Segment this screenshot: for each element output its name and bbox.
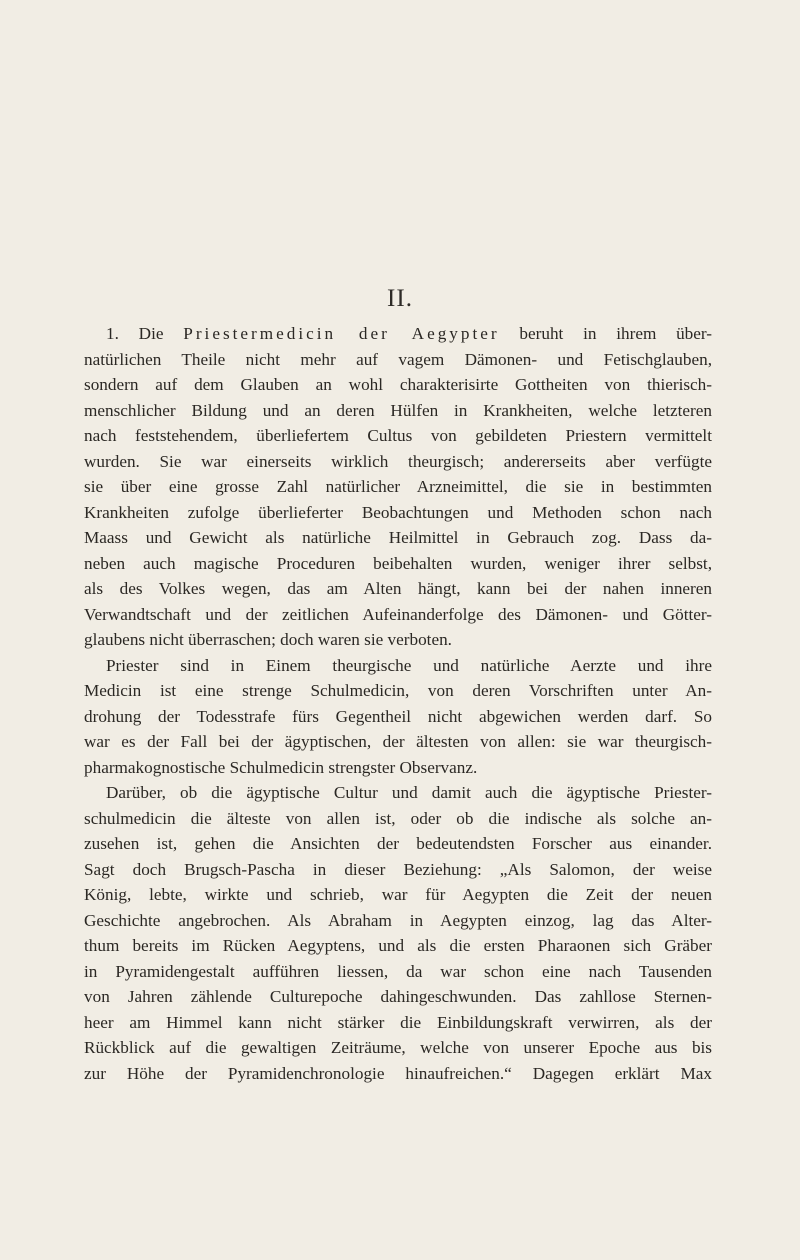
paragraph-3 [84, 780, 712, 1086]
text-line: von Jahren zählende Culturepoche dahingeschwunden. Das zahllose Sternen- [84, 987, 712, 1006]
body-text [84, 321, 712, 1086]
text-line: drohung der Todesstrafe fürs Gegentheil nicht abgewichen werden darf. So [84, 706, 712, 726]
paragraph-2 [84, 653, 712, 781]
text-line: schulmedicin die älteste von allen ist, oder ob die indische als solche an- [84, 808, 712, 828]
text-line: Geschichte angebrochen. Als Abraham in Aegypten einzog, lag das Alter- [84, 910, 712, 930]
text-line: Krankheiten zufolge überlieferter Beobachtungen und Methoden schon nach [84, 502, 712, 522]
text-line: zur Höhe der Pyramidenchronologie hinaufreichen.“ Dagegen erklärt Max [84, 1063, 712, 1083]
text-line: Maass und Gewicht als natürliche Heilmittel in Gebrauch zog. Dass da- [84, 528, 712, 547]
chapter-heading: II. [387, 285, 413, 312]
text-line: glaubens nicht überraschen; doch waren sie verboten. [84, 630, 452, 649]
text-line: in Pyramidengestalt aufführen liessen, da war schon eine nach Tausenden [84, 961, 712, 981]
text-line: Verwandtschaft und der zeitlichen Aufeinanderfolge des Dämonen- und Götter- [84, 604, 712, 624]
emphasized-title: Priestermedicin der Aegypter [183, 324, 500, 343]
text-line: heer am Himmel kann nicht stärker die Einbildungskraft verwirren, als der [84, 1012, 712, 1032]
text-line: zusehen ist, gehen die Ansichten der bedeutendsten Forscher aus einander. [84, 834, 712, 853]
text-line: natürlichen Theile nicht mehr auf vagem Dämonen- und Fetischglauben, [84, 349, 712, 369]
section-number: 1. Die [106, 324, 164, 343]
paragraph-1 [84, 321, 712, 653]
text-line: menschlicher Bildung und an deren Hülfen in Krankheiten, welche letzteren [84, 400, 712, 420]
text-line: als des Volkes wegen, das am Alten hängt, kann bei der nahen inneren [84, 579, 712, 598]
text-line: sie über eine grosse Zahl natürlicher Arzneimittel, die sie in bestimmten [84, 477, 712, 496]
text-line: Darüber, ob die ägyptische Cultur und damit auch die ägyptische Priester- [106, 783, 712, 802]
text-line: war es der Fall bei der ägyptischen, der ältesten von allen: sie war theurgisch- [84, 732, 712, 751]
text-line: Medicin ist eine strenge Schulmedicin, von deren Vorschriften unter An- [84, 681, 712, 700]
text-line: neben auch magische Proceduren beibehalten wurden, weniger ihrer selbst, [84, 553, 712, 573]
text-line: pharmakognostische Schulmedicin strengster Observanz. [84, 757, 478, 777]
text-line: nach feststehendem, überliefertem Cultus von gebildeten Priestern vermittelt [84, 426, 712, 445]
text-line: König, lebte, wirkte und schrieb, war für Aegypten die Zeit der neuen [84, 885, 712, 904]
text-line: Priester sind in Einem theurgische und natürliche Aerzte und ihre [106, 655, 712, 675]
text-line: Sagt doch Brugsch-Pascha in dieser Beziehung: „Als Salomon, der weise [84, 859, 712, 879]
text-line: sondern auf dem Glauben an wohl charakterisirte Gottheiten von thierisch- [84, 375, 712, 394]
text-fragment: beruht in ihrem über- [519, 324, 712, 343]
text-line: thum bereits im Rücken Aegyptens, und als die ersten Pharaonen sich Gräber [84, 936, 712, 955]
text-line: wurden. Sie war einerseits wirklich theurgisch; andererseits aber verfügte [84, 451, 712, 471]
text-line [84, 321, 712, 347]
text-line: Rückblick auf die gewaltigen Zeiträume, welche von unserer Epoche aus bis [84, 1038, 712, 1057]
